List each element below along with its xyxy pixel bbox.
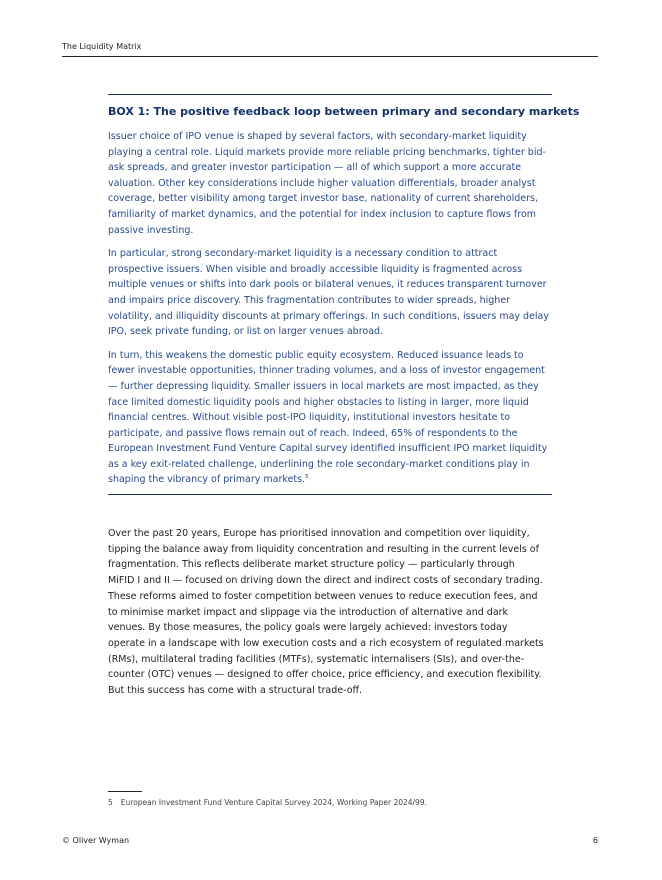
box-paragraph-1: Issuer choice of IPO venue is shaped by several factors, with secondary-market liquidity playing a central role. Liquid markets provide more reliable pricing benchmarks, tighter bid-ask spreads, and greater investor participation — all of which support a more accurate valuation. Other key considerations include higher valuation differentials, broader analyst coverage, better visibility among target investor base, nationality of current shareholders, familiarity of market dynamics, and the potential for index inclusion to capture flows from passive investing.	[108, 131, 546, 236]
footnote-rule	[108, 791, 142, 792]
header-rule	[62, 56, 598, 57]
box-paragraph-2: In particular, strong secondary-market liquidity is a necessary condition to attract prospective issuers. When visible and broadly accessible liquidity is fragmented across multiple venues or shifts into dark pools or bilateral venues, it reduces transparent turnover and impairs price discovery. This fragmentation contributes to wider spreads, higher volatility, and illiquidity discounts at primary offerings. In such conditions, issuers may delay IPO, seek private funding, or list on larger venues abroad.	[108, 248, 549, 338]
footnote-reference: 5	[305, 474, 309, 481]
running-header: The Liquidity Matrix	[62, 42, 142, 51]
box-title: BOX 1: The positive feedback loop between primary and secondary markets	[108, 105, 580, 118]
footnote-text: European Investment Fund Venture Capital Survey 2024, Working Paper 2024/99.	[120, 798, 427, 807]
footnote	[108, 798, 427, 807]
box-paragraph-3-text: In turn, this weakens the domestic public equity ecosystem. Reduced issuance leads to fewer investable opportunities, thinner trading volumes, and a loss of investor engagement — further depressing liquidity. Smaller issuers in local markets are most impacted, as they face limited domestic liquidity pools and higher obstacles to listing in larger, more liquid financial centres. Without visible post-IPO liquidity, institutional investors hesitate to participate, and passive flows remain out of reach. Indeed, 65% of respondents to the European Investment Fund Venture Capital survey identified insufficient IPO market liquidity as a key exit-related challenge, underlining the role secondary-market conditions play in shaping the vibrancy of primary markets.	[108, 349, 548, 486]
body-paragraph: Over the past 20 years, Europe has prioritised innovation and competition over liquidity, tipping the balance away from liquidity concentration and resulting in the current levels of fragmentation. This reflects deliberate market structure policy — particularly through MiFID I and II — focused on driving down the direct and indirect costs of secondary trading. These reforms aimed to foster competition between venues to reduce execution fees, and to minimise market impact and slippage via the introduction of alternative and dark venues. By those measures, the policy goals were largely achieved: investors today operate in a landscape with low execution costs and a rich ecosystem of regulated markets (RMs), multilateral trading facilities (MTFs), systematic internalisers (SIs), and over-the-counter (OTC) venues — designed to offer choice, price efficiency, and execution flexibility. But this success has come with a structural trade-off.	[108, 528, 544, 697]
footer-copyright: © Oliver Wyman	[62, 836, 130, 845]
page-number: 6	[592, 836, 598, 845]
box-1	[108, 94, 580, 495]
footnote-number: 5	[108, 798, 113, 807]
box-paragraph-3	[108, 348, 552, 488]
